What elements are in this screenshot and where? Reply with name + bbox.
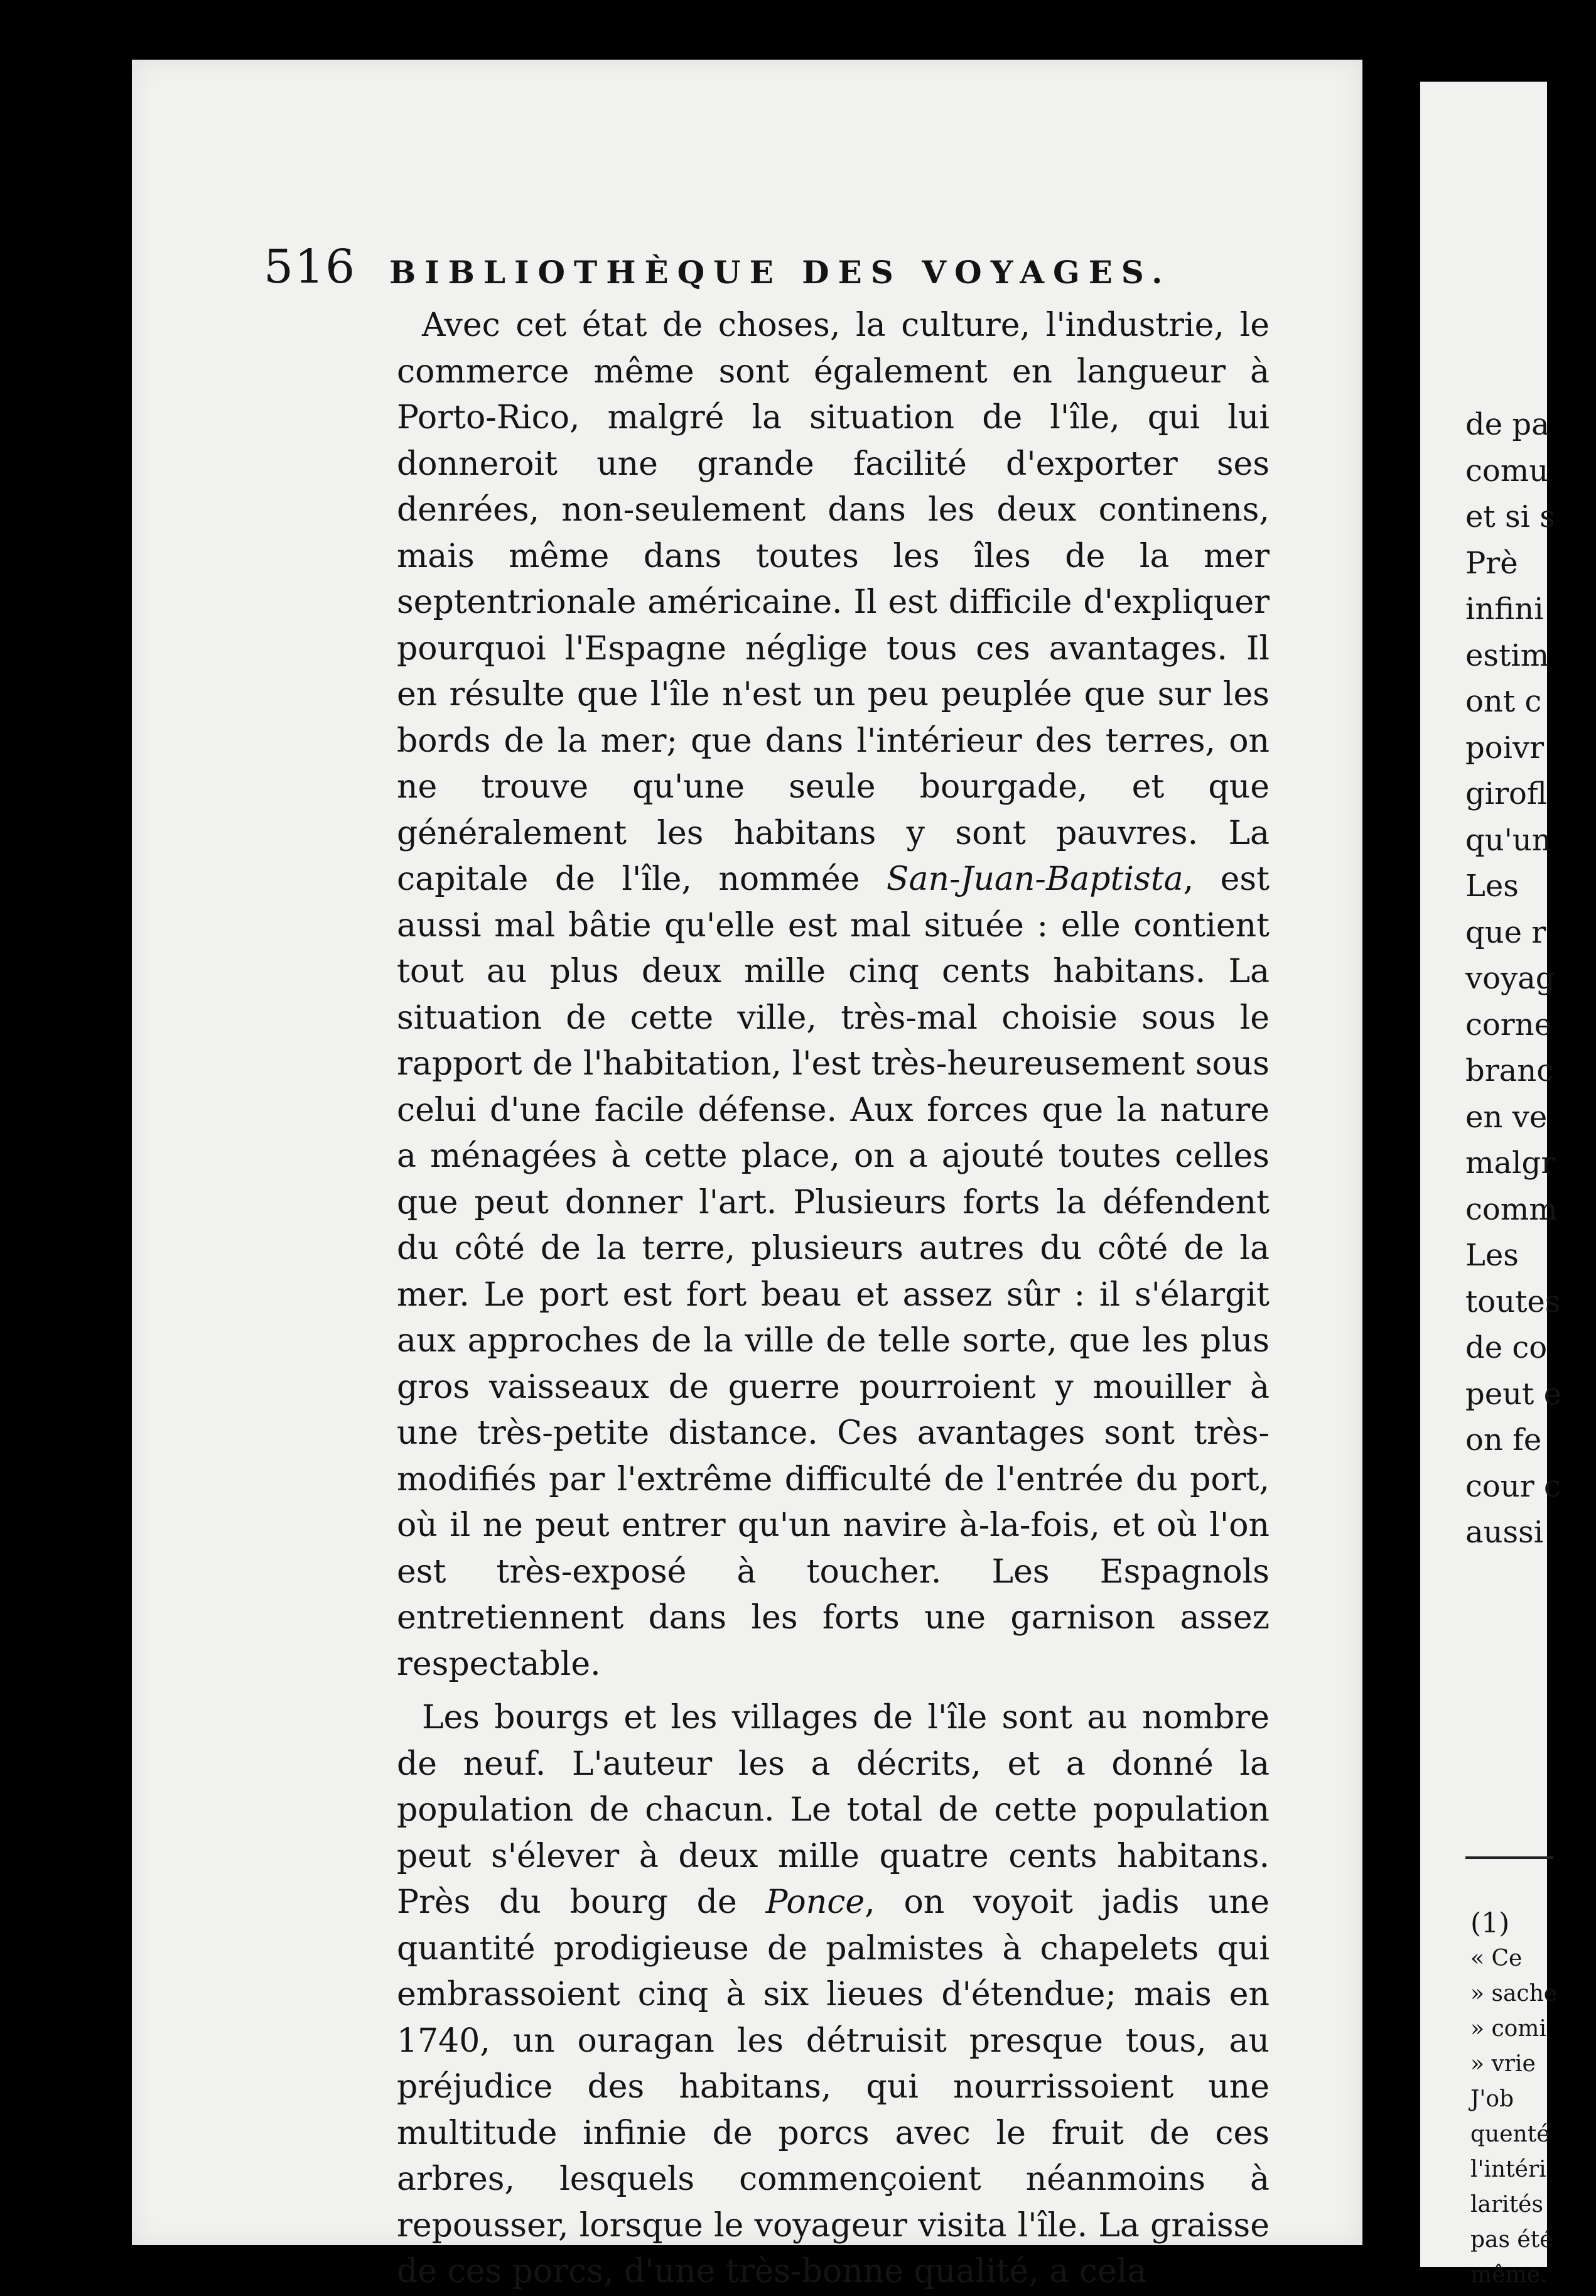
paragraph-1-text-a: Avec cet état de choses, la culture, l'industrie, le commerce même sont également en langueur à Porto-Rico, malgré la situation de l'île, qui lui donneroit une grande facilité d'exporter ses denrées, non-seulement dans les deux continens, mais même dans toutes les îles de la mer septentrionale américaine. Il est difficile d'expliquer pourquoi l'Espagne néglige tous ces avantages. Il en résulte que l'île n'est un peu peuplée que sur les bords de la mer; que dans l'intérieur des terres, on ne trouve qu'une seule bourgade, et que généralement les habitans y sont pauvres. La capitale de l'île, nommée	[397, 306, 1270, 898]
page-header	[264, 240, 1243, 309]
next-page-line: Prè	[1465, 545, 1518, 581]
next-page-line: Les	[1465, 1238, 1519, 1273]
next-page-line: peut e	[1465, 1376, 1561, 1412]
next-page-footnote-line: » sache	[1470, 1981, 1558, 2006]
next-page-footnote-line: pas été	[1470, 2227, 1553, 2253]
next-page-line: infini	[1465, 592, 1544, 627]
next-page-line: de co	[1465, 1330, 1548, 1365]
paragraph-2	[397, 1695, 1270, 2295]
next-page-line: estim	[1465, 637, 1550, 673]
next-page-line: poivr	[1465, 730, 1545, 766]
next-page-line: en ve	[1465, 1099, 1548, 1135]
next-page-line: ont c	[1465, 684, 1542, 719]
next-page-line: de pa	[1465, 407, 1550, 442]
paragraph-2-text-a: Les bourgs et les villages de l'île sont au nombre de neuf. L'auteur les a décrits, et a donné la population de chacun. Le total de cette population peut s'élever à deux mille quatre cents habitans. Près du bourg de	[397, 1699, 1270, 1921]
next-page-line: que r	[1465, 914, 1546, 950]
next-page-line: comu	[1465, 453, 1549, 489]
next-page-line: comm	[1465, 1191, 1558, 1227]
body-text	[397, 303, 1270, 2295]
next-page-line: malgr	[1465, 1145, 1556, 1181]
right-page-edge	[1420, 82, 1561, 2288]
next-page-line: aussi	[1465, 1515, 1544, 1550]
next-page-line: on fe	[1465, 1422, 1542, 1458]
running-title: BIBLIOTHÈQUE DES VOYAGES.	[389, 254, 1172, 291]
next-page-footnote-line: » comi	[1470, 2016, 1546, 2042]
next-page-footnote-fragment	[1470, 1906, 1596, 2293]
next-page-line: toutes	[1465, 1284, 1561, 1319]
next-page-line: Les	[1465, 869, 1519, 904]
next-page-line: qu'un	[1465, 822, 1551, 858]
paragraph-1	[397, 303, 1270, 1687]
next-page-footnote-line: (1)	[1470, 1907, 1510, 1939]
next-page-line: branc	[1465, 1053, 1554, 1088]
next-page-line: corne	[1465, 1007, 1553, 1042]
footnote-divider	[1465, 1856, 1553, 1859]
paragraph-2-text-b: , on voyoit jadis une quantité prodigieuse de palmistes à chapelets qui embrassoient cinq à six lieues d'étendue; mais en 1740, un ouragan les détruisit presque tous, au préjudice des habitans, qui nourrissoient une multitude infinie de porcs avec le fruit de ces arbres, lesquels commençoient néanmoins à repousser, lorsque le voyageur visita l'île. La graisse de ces porcs, d'une très-bonne qualité, a cela	[397, 1883, 1270, 2290]
next-page-line: girofl	[1465, 776, 1547, 811]
next-page-footnote-line: larités	[1470, 2192, 1543, 2217]
next-page-line: cour c	[1465, 1468, 1561, 1504]
next-page-footnote-line: l'intéri	[1470, 2157, 1546, 2182]
paragraph-1-text-b: , est aussi mal bâtie qu'elle est mal située : elle contient tout au plus deux mille cinq cents habitans. La situation de cette ville, très-mal choisie sous le rapport de l'habitation, l'est très-heureusement sous celui d'une facile défense. Aux forces que la nature a ménagées à cette place, on a ajouté toutes celles que peut donner l'art. Plusieurs forts la défendent du côté de la terre, plusieurs autres du côté de la mer. Le port est fort beau et assez sûr : il s'élargit aux approches de la ville de telle sorte, que les plus gros vaisseaux de guerre pourroient y mouiller à une très-petite distance. Ces avantages sont très-modifiés par l'extrême difficulté de l'entrée du port, où il ne peut entrer qu'un navire à-la-fois, et où l'on est très-exposé à toucher. Les Espagnols entretiennent dans les forts une garnison assez respectable.	[397, 860, 1270, 1683]
next-page-footnote-line: même.	[1470, 2262, 1548, 2288]
next-page-footnote-line: » vrie	[1470, 2051, 1536, 2077]
next-page-footnote-line: J'ob	[1470, 2086, 1514, 2112]
next-page-line: et si s	[1465, 499, 1555, 534]
page-number: 516	[264, 240, 357, 294]
place-name-ponce: Ponce	[765, 1883, 865, 1921]
next-page-text-fragment	[1465, 402, 1591, 1556]
place-name-san-juan: San-Juan-Baptista	[886, 860, 1184, 898]
next-page-line: voyag	[1465, 961, 1555, 996]
next-page-footnote-line: « Ce	[1470, 1946, 1523, 1971]
next-page-footnote-line: quenté	[1470, 2121, 1550, 2147]
